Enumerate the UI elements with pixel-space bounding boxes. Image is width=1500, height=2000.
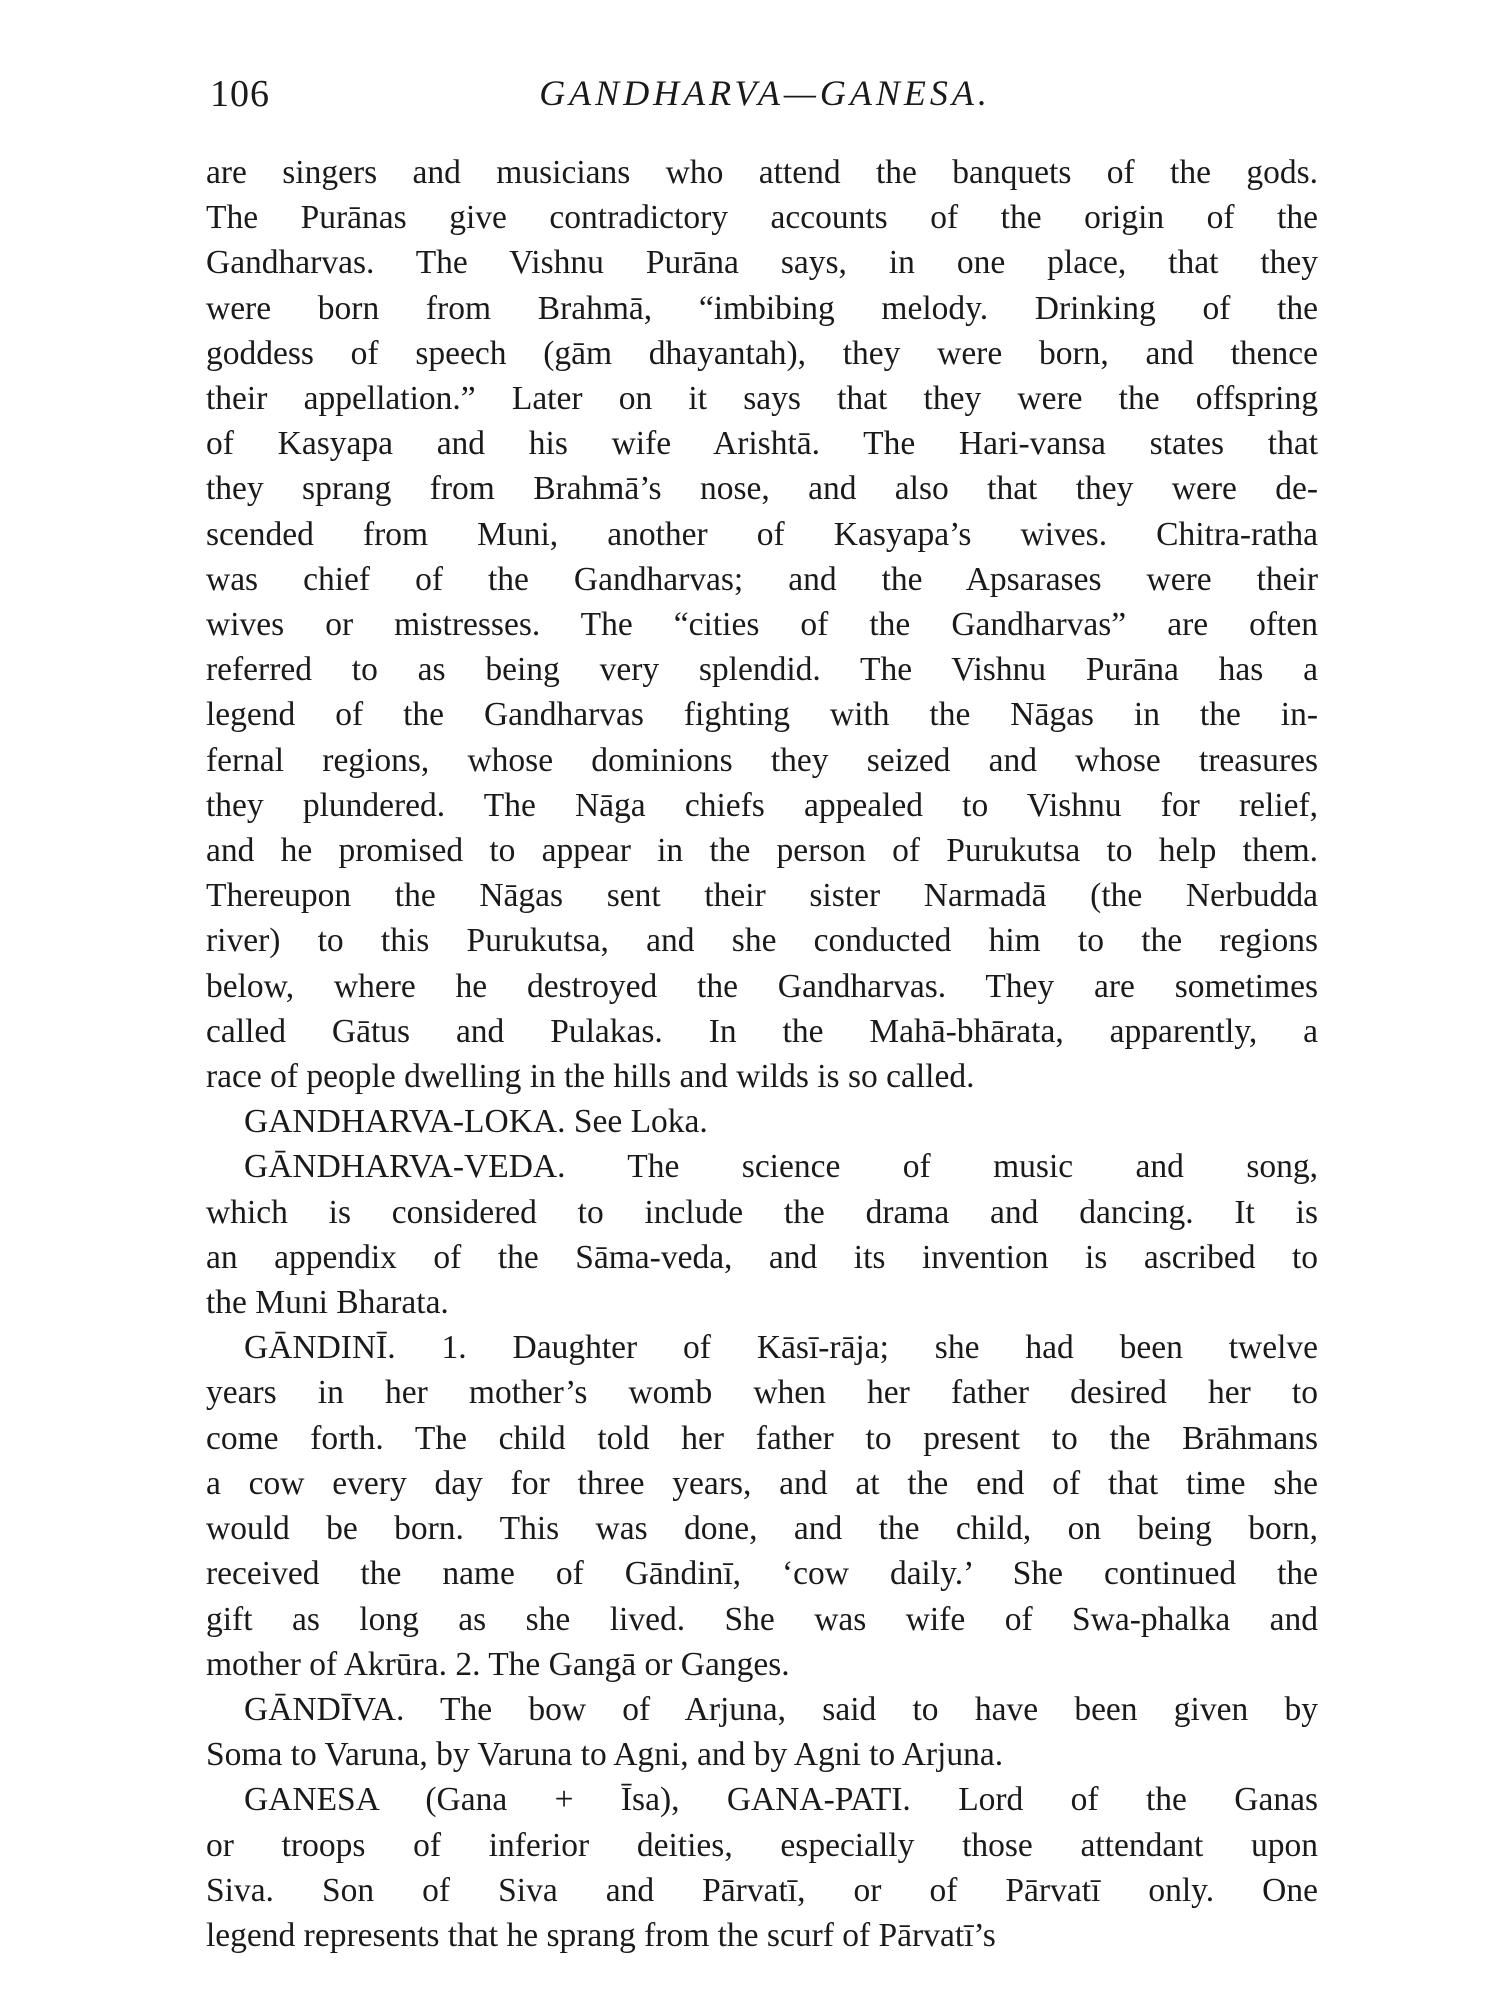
text-line: they plundered. The Nāga chiefs appealed to Vishnu for relief,	[206, 786, 1318, 824]
text-line: wives or mistresses. The “cities of the Gandharvas” are often	[206, 606, 1318, 644]
text-line: and he promised to appear in the person of Purukutsa to help them.	[206, 832, 1318, 870]
text-line: race of people dwelling in the hills and wilds is so called.	[206, 1058, 975, 1096]
text-line: legend represents that he sprang from the scurf of Pārvatī’s	[206, 1916, 996, 1954]
text-line: scended from Muni, another of Kasyapa’s wives. Chitra-ratha	[206, 515, 1318, 553]
text-line: would be born. This was done, and the child, on being born,	[206, 1510, 1318, 1548]
text-line: years in her mother’s womb when her father desired her to	[206, 1374, 1318, 1412]
paragraph	[206, 150, 1318, 1099]
text-line: Siva. Son of Siva and Pārvatī, or of Pārvatī only. One	[206, 1871, 1318, 1909]
text-line: or troops of inferior deities, especially those attendant upon	[206, 1826, 1318, 1864]
paragraph	[206, 1144, 1318, 1325]
text-line: Thereupon the Nāgas sent their sister Narmadā (the Nerbudda	[206, 877, 1318, 915]
text-line: fernal regions, whose dominions they seized and whose treasures	[206, 741, 1318, 779]
text-line: GĀNDINĪ. 1. Daughter of Kāsī-rāja; she had been twelve	[244, 1329, 1318, 1367]
text-line: Gandharvas. The Vishnu Purāna says, in one place, that they	[206, 244, 1318, 282]
text-line: below, where he destroyed the Gandharvas. They are sometimes	[206, 967, 1318, 1005]
text-line: were born from Brahmā, “imbibing melody. Drinking of the	[206, 289, 1318, 327]
text-line: The Purānas give contradictory accounts of the origin of the	[206, 199, 1318, 237]
paragraph	[206, 1687, 1318, 1777]
text-line: river) to this Purukutsa, and she conducted him to the regions	[206, 922, 1318, 960]
text-line: which is considered to include the drama and dancing. It is	[206, 1193, 1318, 1231]
text-line: of Kasyapa and his wife Arishtā. The Hari-vansa states that	[206, 425, 1318, 463]
paragraph	[206, 1777, 1318, 1958]
text-line: are singers and musicians who attend the banquets of the gods.	[206, 154, 1318, 191]
text-line: goddess of speech (gām dhayantah), they were born, and thence	[206, 334, 1318, 372]
text-line: called Gātus and Pulakas. In the Mahā-bhārata, apparently, a	[206, 1012, 1318, 1050]
text-line: an appendix of the Sāma-veda, and its invention is ascribed to	[206, 1238, 1318, 1276]
page-header	[210, 72, 1320, 132]
text-line: GĀNDĪVA. The bow of Arjuna, said to have been given by	[244, 1690, 1318, 1728]
paragraph	[206, 1099, 1318, 1144]
text-line: GANDHARVA-LOKA. See Loka.	[244, 1103, 708, 1141]
text-line: mother of Akrūra. 2. The Gangā or Ganges.	[206, 1645, 790, 1683]
text-line: Soma to Varuna, by Varuna to Agni, and by Agni to Arjuna.	[206, 1736, 1004, 1774]
text-line: was chief of the Gandharvas; and the Apsarases were their	[206, 560, 1318, 598]
text-line: a cow every day for three years, and at the end of that time she	[206, 1464, 1318, 1502]
text-line: received the name of Gāndinī, ‘cow daily.’ She continued the	[206, 1555, 1318, 1593]
running-head: GANDHARVA—GANESA.	[539, 73, 991, 113]
text-line: GANESA (Gana + Īsa), GANA-PATI. Lord of the Ganas	[244, 1781, 1318, 1819]
body-text	[206, 150, 1318, 1958]
text-line: referred to as being very splendid. The Vishnu Purāna has a	[206, 651, 1318, 689]
paragraph	[206, 1325, 1318, 1687]
text-line: their appellation.” Later on it says that they were the offspring	[206, 380, 1318, 418]
text-line: GĀNDHARVA-VEDA. The science of music and song,	[244, 1148, 1318, 1186]
text-line: they sprang from Brahmā’s nose, and also that they were de-	[206, 470, 1318, 508]
text-line: gift as long as she lived. She was wife of Swa-phalka and	[206, 1600, 1318, 1638]
text-line: come forth. The child told her father to present to the Brāhmans	[206, 1419, 1318, 1457]
page-number: 106	[210, 73, 270, 115]
text-line: the Muni Bharata.	[206, 1284, 449, 1322]
text-line: legend of the Gandharvas fighting with the Nāgas in the in-	[206, 696, 1318, 734]
